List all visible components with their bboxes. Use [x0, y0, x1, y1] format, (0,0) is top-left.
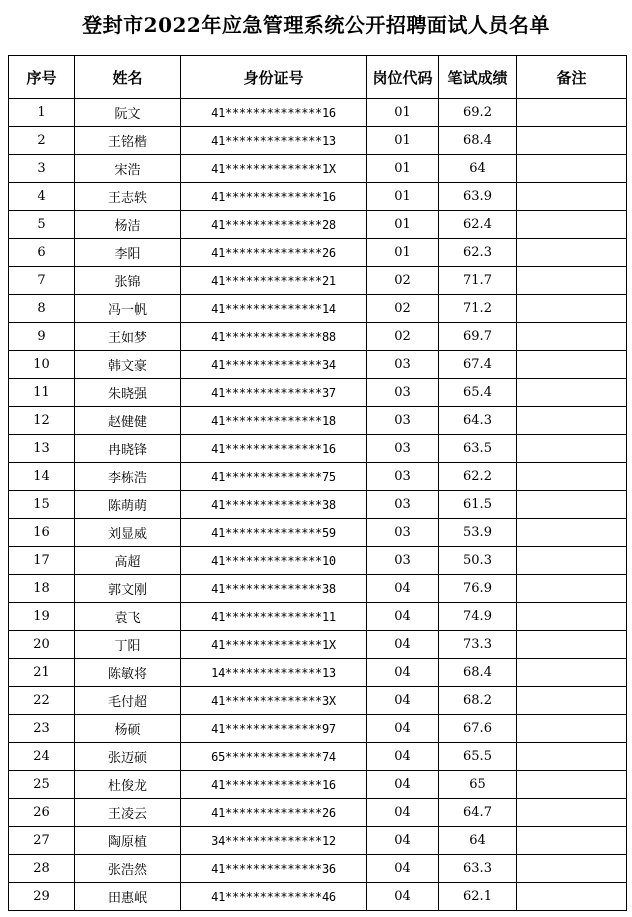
name-cell: 张浩然 — [75, 855, 181, 883]
id-number-cell: 41**************26 — [181, 799, 367, 827]
position-code-cell: 03 — [367, 379, 439, 407]
name-cell: 宋浩 — [75, 155, 181, 183]
table-row — [9, 295, 627, 323]
remarks-cell — [517, 351, 627, 379]
id-number-cell: 41**************46 — [181, 883, 367, 911]
position-code-cell: 04 — [367, 855, 439, 883]
name-cell: 郭文刚 — [75, 575, 181, 603]
seq-cell: 6 — [9, 239, 75, 267]
score-cell: 68.4 — [439, 127, 517, 155]
score-cell: 64 — [439, 155, 517, 183]
remarks-cell — [517, 743, 627, 771]
name-cell: 李阳 — [75, 239, 181, 267]
name-cell: 李栋浩 — [75, 463, 181, 491]
id-number-cell: 41**************21 — [181, 267, 367, 295]
table-row — [9, 211, 627, 239]
score-cell: 67.6 — [439, 715, 517, 743]
name-cell: 毛付超 — [75, 687, 181, 715]
id-number-cell: 41**************1X — [181, 155, 367, 183]
position-code-cell: 01 — [367, 99, 439, 127]
seq-cell: 17 — [9, 547, 75, 575]
remarks-cell — [517, 687, 627, 715]
name-cell: 王凌云 — [75, 799, 181, 827]
header-id-number: 身份证号 — [181, 56, 367, 99]
score-cell: 68.4 — [439, 659, 517, 687]
id-number-cell: 41**************97 — [181, 715, 367, 743]
score-cell: 76.9 — [439, 575, 517, 603]
id-number-cell: 65**************74 — [181, 743, 367, 771]
position-code-cell: 04 — [367, 575, 439, 603]
table-row — [9, 603, 627, 631]
score-cell: 63.9 — [439, 183, 517, 211]
remarks-cell — [517, 547, 627, 575]
score-cell: 62.3 — [439, 239, 517, 267]
seq-cell: 9 — [9, 323, 75, 351]
id-number-cell: 41**************59 — [181, 519, 367, 547]
seq-cell: 13 — [9, 435, 75, 463]
position-code-cell: 03 — [367, 407, 439, 435]
position-code-cell: 03 — [367, 435, 439, 463]
name-cell: 朱晓强 — [75, 379, 181, 407]
id-number-cell: 41**************28 — [181, 211, 367, 239]
remarks-cell — [517, 155, 627, 183]
score-cell: 69.2 — [439, 99, 517, 127]
score-cell: 71.7 — [439, 267, 517, 295]
score-cell: 61.5 — [439, 491, 517, 519]
score-cell: 68.2 — [439, 687, 517, 715]
seq-cell: 7 — [9, 267, 75, 295]
position-code-cell: 02 — [367, 295, 439, 323]
table-row — [9, 463, 627, 491]
seq-cell: 22 — [9, 687, 75, 715]
score-cell: 62.1 — [439, 883, 517, 911]
id-number-cell: 41**************1X — [181, 631, 367, 659]
table-row — [9, 519, 627, 547]
seq-cell: 20 — [9, 631, 75, 659]
remarks-cell — [517, 211, 627, 239]
seq-cell: 28 — [9, 855, 75, 883]
header-position-code: 岗位代码 — [367, 56, 439, 99]
remarks-cell — [517, 295, 627, 323]
seq-cell: 29 — [9, 883, 75, 911]
position-code-cell: 01 — [367, 211, 439, 239]
seq-cell: 24 — [9, 743, 75, 771]
candidate-table — [8, 55, 627, 911]
score-cell: 65.5 — [439, 743, 517, 771]
score-cell: 73.3 — [439, 631, 517, 659]
position-code-cell: 03 — [367, 351, 439, 379]
name-cell: 张迈硕 — [75, 743, 181, 771]
seq-cell: 11 — [9, 379, 75, 407]
position-code-cell: 03 — [367, 463, 439, 491]
position-code-cell: 04 — [367, 799, 439, 827]
position-code-cell: 02 — [367, 267, 439, 295]
score-cell: 50.3 — [439, 547, 517, 575]
remarks-cell — [517, 183, 627, 211]
id-number-cell: 41**************75 — [181, 463, 367, 491]
table-row — [9, 575, 627, 603]
seq-cell: 27 — [9, 827, 75, 855]
id-number-cell: 41**************26 — [181, 239, 367, 267]
seq-cell: 23 — [9, 715, 75, 743]
remarks-cell — [517, 575, 627, 603]
position-code-cell: 04 — [367, 687, 439, 715]
table-row — [9, 323, 627, 351]
score-cell: 53.9 — [439, 519, 517, 547]
seq-cell: 21 — [9, 659, 75, 687]
table-row — [9, 715, 627, 743]
score-cell: 63.5 — [439, 435, 517, 463]
table-row — [9, 351, 627, 379]
name-cell: 阮文 — [75, 99, 181, 127]
score-cell: 64.3 — [439, 407, 517, 435]
score-cell: 71.2 — [439, 295, 517, 323]
name-cell: 王志轶 — [75, 183, 181, 211]
position-code-cell: 02 — [367, 323, 439, 351]
score-cell: 62.4 — [439, 211, 517, 239]
name-cell: 王如梦 — [75, 323, 181, 351]
name-cell: 高超 — [75, 547, 181, 575]
seq-cell: 1 — [9, 99, 75, 127]
name-cell: 冉晓锋 — [75, 435, 181, 463]
table-row — [9, 155, 627, 183]
id-number-cell: 41**************14 — [181, 295, 367, 323]
score-cell: 63.3 — [439, 855, 517, 883]
remarks-cell — [517, 603, 627, 631]
remarks-cell — [517, 799, 627, 827]
name-cell: 韩文豪 — [75, 351, 181, 379]
table-row — [9, 827, 627, 855]
seq-cell: 15 — [9, 491, 75, 519]
remarks-cell — [517, 239, 627, 267]
seq-cell: 3 — [9, 155, 75, 183]
position-code-cell: 01 — [367, 183, 439, 211]
table-row — [9, 239, 627, 267]
name-cell: 陶原植 — [75, 827, 181, 855]
id-number-cell: 41**************18 — [181, 407, 367, 435]
position-code-cell: 04 — [367, 771, 439, 799]
name-cell: 田惠岷 — [75, 883, 181, 911]
table-row — [9, 435, 627, 463]
table-row — [9, 491, 627, 519]
table-row — [9, 855, 627, 883]
table-row — [9, 183, 627, 211]
remarks-cell — [517, 519, 627, 547]
header-name: 姓名 — [75, 56, 181, 99]
score-cell: 64 — [439, 827, 517, 855]
table-row — [9, 379, 627, 407]
remarks-cell — [517, 323, 627, 351]
id-number-cell: 14**************13 — [181, 659, 367, 687]
id-number-cell: 41**************16 — [181, 99, 367, 127]
position-code-cell: 01 — [367, 239, 439, 267]
name-cell: 杨硕 — [75, 715, 181, 743]
document-title: 登封市2022年应急管理系统公开招聘面试人员名单 — [82, 13, 550, 37]
id-number-cell: 41**************13 — [181, 127, 367, 155]
seq-cell: 12 — [9, 407, 75, 435]
name-cell: 赵健健 — [75, 407, 181, 435]
table-row — [9, 799, 627, 827]
remarks-cell — [517, 855, 627, 883]
header-written-score: 笔试成绩 — [439, 56, 517, 99]
name-cell: 张锦 — [75, 267, 181, 295]
remarks-cell — [517, 407, 627, 435]
name-cell: 冯一帆 — [75, 295, 181, 323]
seq-cell: 2 — [9, 127, 75, 155]
remarks-cell — [517, 267, 627, 295]
position-code-cell: 04 — [367, 715, 439, 743]
id-number-cell: 41**************34 — [181, 351, 367, 379]
seq-cell: 16 — [9, 519, 75, 547]
table-row — [9, 267, 627, 295]
table-row — [9, 547, 627, 575]
score-cell: 67.4 — [439, 351, 517, 379]
id-number-cell: 41**************36 — [181, 855, 367, 883]
remarks-cell — [517, 659, 627, 687]
position-code-cell: 01 — [367, 155, 439, 183]
position-code-cell: 04 — [367, 827, 439, 855]
table-row — [9, 127, 627, 155]
remarks-cell — [517, 127, 627, 155]
id-number-cell: 41**************37 — [181, 379, 367, 407]
name-cell: 陈萌萌 — [75, 491, 181, 519]
id-number-cell: 41**************3X — [181, 687, 367, 715]
name-cell: 刘显威 — [75, 519, 181, 547]
remarks-cell — [517, 771, 627, 799]
id-number-cell: 34**************12 — [181, 827, 367, 855]
position-code-cell: 01 — [367, 127, 439, 155]
header-seq: 序号 — [9, 56, 75, 99]
seq-cell: 5 — [9, 211, 75, 239]
seq-cell: 25 — [9, 771, 75, 799]
seq-cell: 14 — [9, 463, 75, 491]
score-cell: 69.7 — [439, 323, 517, 351]
position-code-cell: 03 — [367, 519, 439, 547]
table-row — [9, 631, 627, 659]
remarks-cell — [517, 883, 627, 911]
name-cell: 袁飞 — [75, 603, 181, 631]
table-header-row — [9, 56, 627, 99]
id-number-cell: 41**************10 — [181, 547, 367, 575]
score-cell: 64.7 — [439, 799, 517, 827]
seq-cell: 10 — [9, 351, 75, 379]
seq-cell: 19 — [9, 603, 75, 631]
id-number-cell: 41**************16 — [181, 771, 367, 799]
position-code-cell: 04 — [367, 743, 439, 771]
name-cell: 丁阳 — [75, 631, 181, 659]
remarks-cell — [517, 491, 627, 519]
table-row — [9, 883, 627, 911]
id-number-cell: 41**************38 — [181, 491, 367, 519]
position-code-cell: 04 — [367, 659, 439, 687]
remarks-cell — [517, 435, 627, 463]
remarks-cell — [517, 99, 627, 127]
position-code-cell: 03 — [367, 491, 439, 519]
table-row — [9, 407, 627, 435]
id-number-cell: 41**************38 — [181, 575, 367, 603]
position-code-cell: 03 — [367, 547, 439, 575]
score-cell: 65 — [439, 771, 517, 799]
seq-cell: 8 — [9, 295, 75, 323]
position-code-cell: 04 — [367, 883, 439, 911]
score-cell: 62.2 — [439, 463, 517, 491]
id-number-cell: 41**************88 — [181, 323, 367, 351]
table-row — [9, 771, 627, 799]
header-remarks: 备注 — [517, 56, 627, 99]
table-row — [9, 687, 627, 715]
table-row — [9, 99, 627, 127]
table-row — [9, 743, 627, 771]
name-cell: 王铭楷 — [75, 127, 181, 155]
seq-cell: 26 — [9, 799, 75, 827]
remarks-cell — [517, 379, 627, 407]
remarks-cell — [517, 631, 627, 659]
seq-cell: 18 — [9, 575, 75, 603]
score-cell: 74.9 — [439, 603, 517, 631]
name-cell: 杜俊龙 — [75, 771, 181, 799]
remarks-cell — [517, 463, 627, 491]
position-code-cell: 04 — [367, 603, 439, 631]
remarks-cell — [517, 715, 627, 743]
table-row — [9, 659, 627, 687]
id-number-cell: 41**************16 — [181, 183, 367, 211]
seq-cell: 4 — [9, 183, 75, 211]
id-number-cell: 41**************11 — [181, 603, 367, 631]
position-code-cell: 04 — [367, 631, 439, 659]
name-cell: 陈敏将 — [75, 659, 181, 687]
name-cell: 杨洁 — [75, 211, 181, 239]
score-cell: 65.4 — [439, 379, 517, 407]
remarks-cell — [517, 827, 627, 855]
id-number-cell: 41**************16 — [181, 435, 367, 463]
